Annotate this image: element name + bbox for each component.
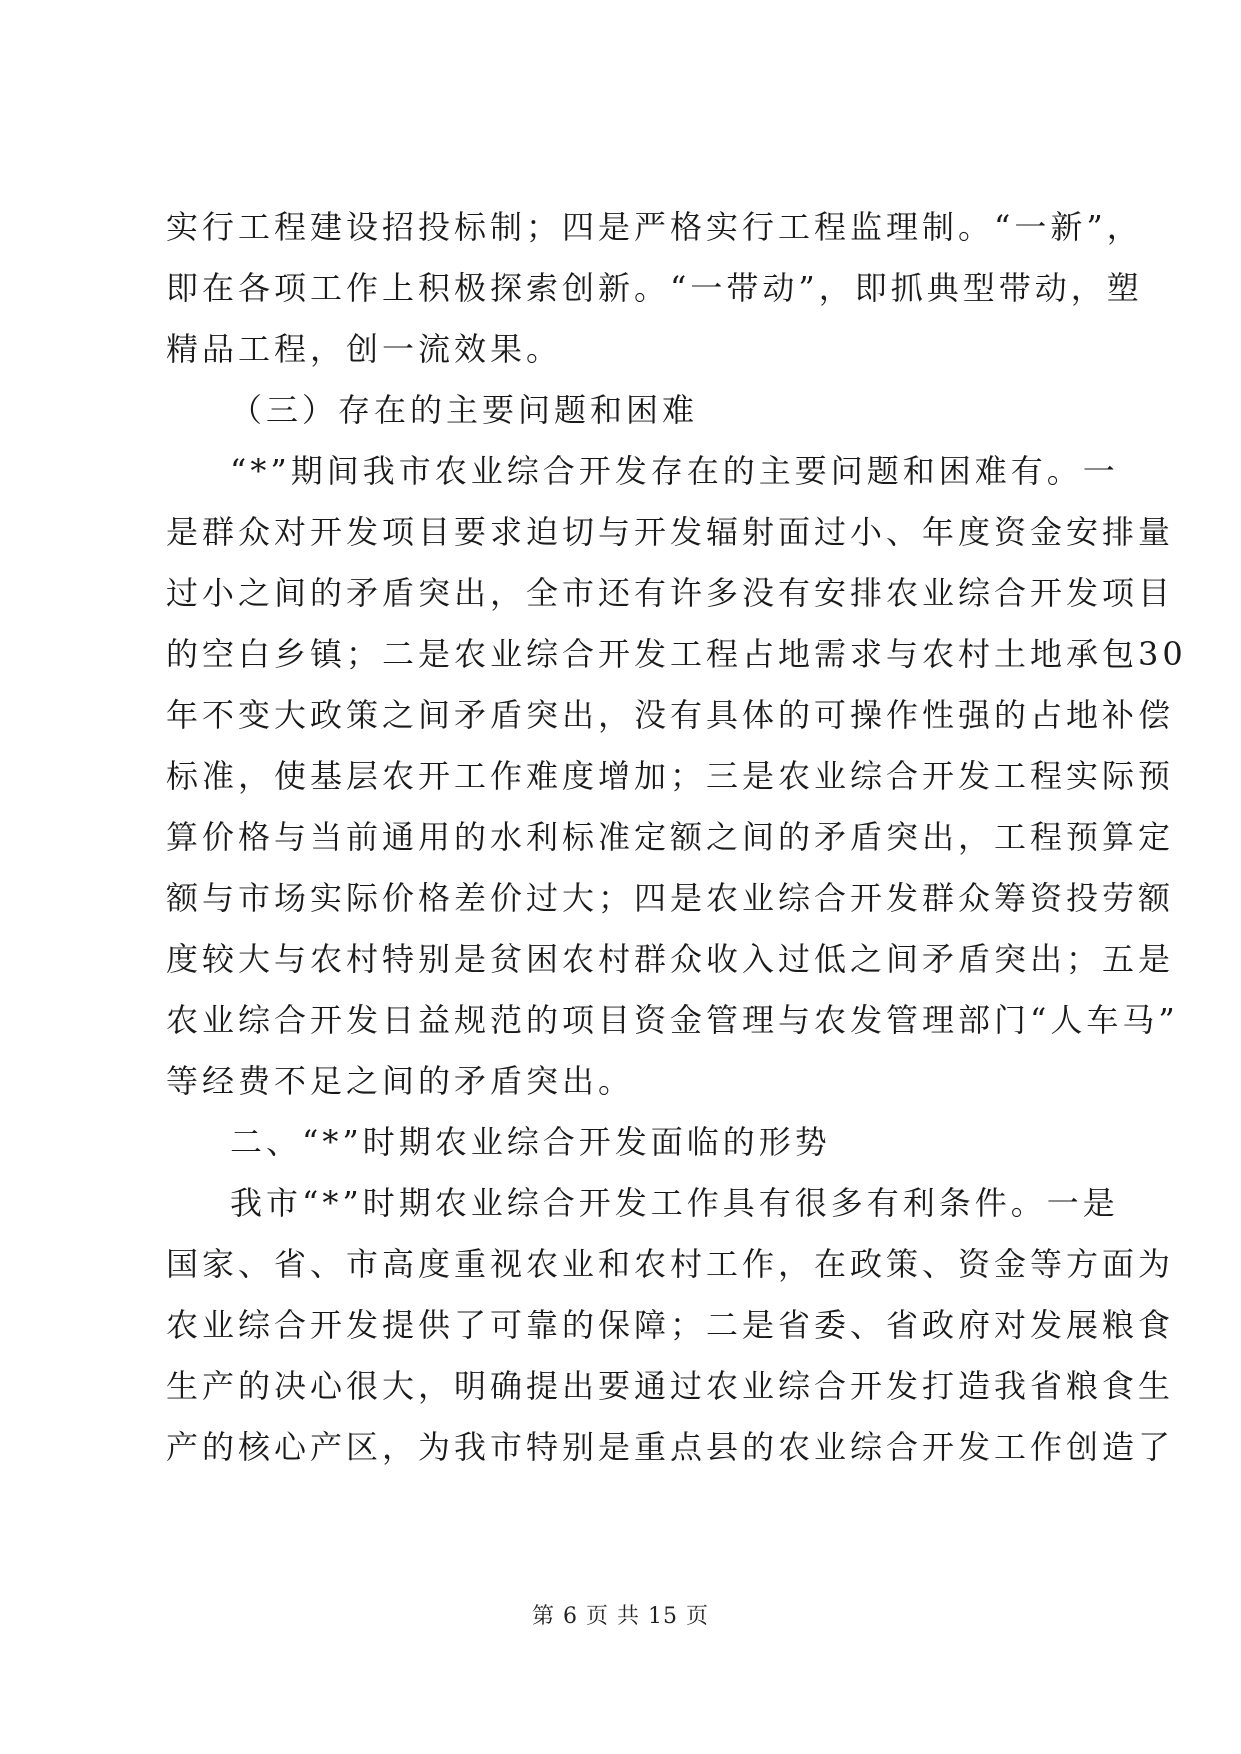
- text-line: 过小之间的矛盾突出，全市还有许多没有安排农业综合开发项目: [166, 574, 1175, 612]
- text-line: 实行工程建设招投标制；四是严格实行工程监理制。“一新”，: [166, 208, 1143, 246]
- text-line: 即在各项工作上积极探索创新。“一带动”，即抓典型带动，塑: [166, 269, 1143, 307]
- text-line: 农业综合开发日益规范的项目资金管理与农发管理部门“人车马”: [166, 1001, 1179, 1039]
- text-line: 生产的决心很大，明确提出要通过农业综合开发打造我省粮食生: [166, 1367, 1175, 1405]
- body-text: [166, 197, 1187, 1478]
- section-heading: 二、“*”时期农业综合开发面临的形势: [230, 1123, 831, 1161]
- section-heading: （三）存在的主要问题和困难: [230, 391, 699, 429]
- paragraph-start-line: 我市“*”时期农业综合开发工作具有很多有利条件。一是: [230, 1184, 1119, 1222]
- text-line: 的空白乡镇；二是农业综合开发工程占地需求与农村土地承包30: [166, 635, 1187, 673]
- text-line: 度较大与农村特别是贫困农村群众收入过低之间矛盾突出；五是: [166, 940, 1175, 978]
- paragraph-start-line: “*”期间我市农业综合开发存在的主要问题和困难有。一: [230, 452, 1119, 490]
- text-line: 等经费不足之间的矛盾突出。: [166, 1062, 635, 1100]
- text-line: 农业综合开发提供了可靠的保障；二是省委、省政府对发展粮食: [166, 1306, 1175, 1344]
- text-line: 是群众对开发项目要求迫切与开发辐射面过小、年度资金安排量: [166, 513, 1175, 551]
- text-line: 产的核心产区，为我市特别是重点县的农业综合开发工作创造了: [166, 1428, 1175, 1466]
- text-line: 精品工程，创一流效果。: [166, 330, 563, 368]
- text-line: 标准，使基层农开工作难度增加；三是农业综合开发工程实际预: [166, 757, 1175, 795]
- page-number-footer: 第 6 页 共 15 页: [532, 1604, 709, 1629]
- text-line: 国家、省、市高度重视农业和农村工作，在政策、资金等方面为: [166, 1245, 1175, 1283]
- text-line: 额与市场实际价格差价过大；四是农业综合开发群众筹资投劳额: [166, 879, 1175, 917]
- text-line: 年不变大政策之间矛盾突出，没有具体的可操作性强的占地补偿: [166, 696, 1175, 734]
- text-line: 算价格与当前通用的水利标准定额之间的矛盾突出，工程预算定: [166, 818, 1175, 856]
